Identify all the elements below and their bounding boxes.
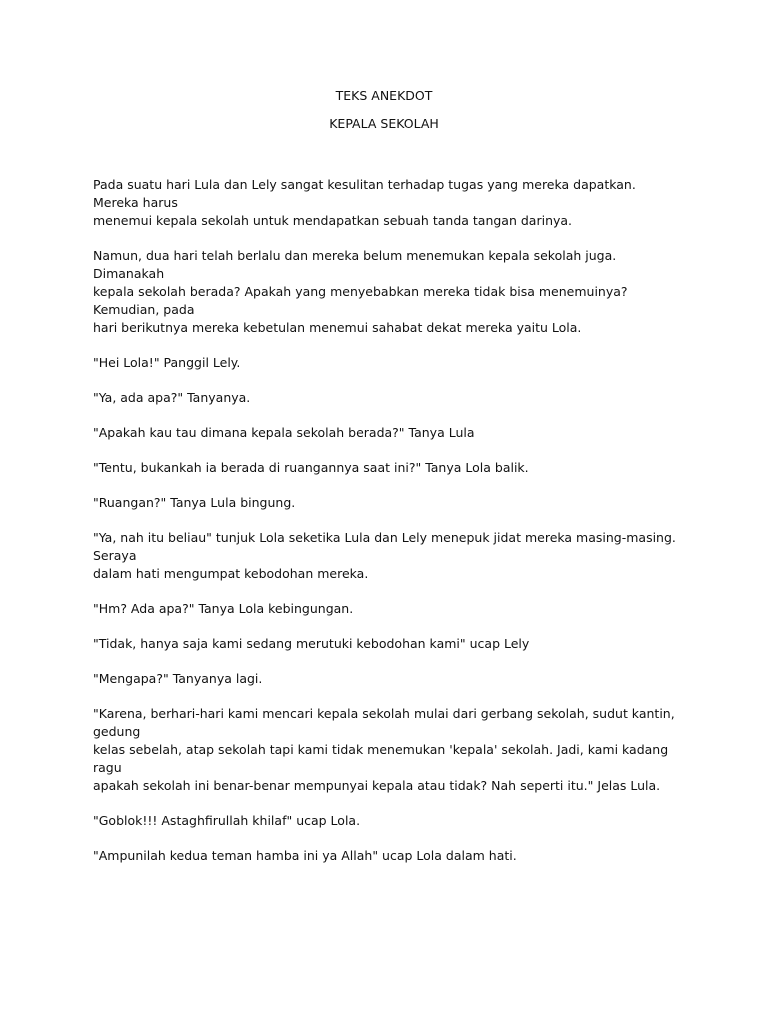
paragraph-1: Pada suatu hari Lula dan Lely sangat kesulitan terhadap tugas yang mereka dapatkan. Mereka harus menemui kepala sekolah untuk mendapatkan sebuah tanda tangan darinya.: [93, 177, 636, 228]
document-body: [93, 176, 683, 882]
paragraph-12: "Karena, berhari-hari kami mencari kepala sekolah mulai dari gerbang sekolah, sudut kantin, gedung kelas sebelah, atap sekolah tapi kami tidak menemukan 'kepala' sekolah. Jadi, kami kadang ragu apakah sekolah ini benar-benar mempunyai kepala atau tidak? Nah seperti itu." Jelas Lula.: [93, 706, 675, 793]
paragraph-7: "Ruangan?" Tanya Lula bingung.: [93, 495, 296, 510]
paragraph-10: "Tidak, hanya saja kami sedang merutuki kebodohan kami" ucap Lely: [93, 636, 530, 651]
paragraph-5: "Apakah kau tau dimana kepala sekolah berada?" Tanya Lula: [93, 425, 475, 440]
paragraph-4: "Ya, ada apa?" Tanyanya.: [93, 390, 251, 405]
paragraph-6: "Tentu, bukankah ia berada di ruangannya saat ini?" Tanya Lola balik.: [93, 460, 529, 475]
paragraph-2: Namun, dua hari telah berlalu dan mereka belum menemukan kepala sekolah juga. Dimanakah kepala sekolah berada? Apakah yang menyebabkan mereka tidak bisa menemuinya?Kemudian, pada hari berikutnya mereka kebetulan menemui sahabat dekat mereka yaitu Lola.: [93, 248, 628, 335]
document-title: TEKS ANEKDOT: [335, 88, 433, 103]
paragraph-14: "Ampunilah kedua teman hamba ini ya Allah" ucap Lola dalam hati.: [93, 848, 517, 863]
paragraph-11: "Mengapa?" Tanyanya lagi.: [93, 671, 263, 686]
paragraph-13: "Goblok!!! Astaghfirullah khilaf" ucap Lola.: [93, 813, 361, 828]
paragraph-9: "Hm? Ada apa?" Tanya Lola kebingungan.: [93, 601, 354, 616]
paragraph-3: "Hei Lola!" Panggil Lely.: [93, 355, 241, 370]
document-subtitle: KEPALA SEKOLAH: [329, 116, 439, 131]
paragraph-8: "Ya, nah itu beliau" tunjuk Lola seketika Lula dan Lely menepuk jidat mereka masing-masing. Seraya dalam hati mengumpat kebodohan mereka.: [93, 530, 676, 581]
